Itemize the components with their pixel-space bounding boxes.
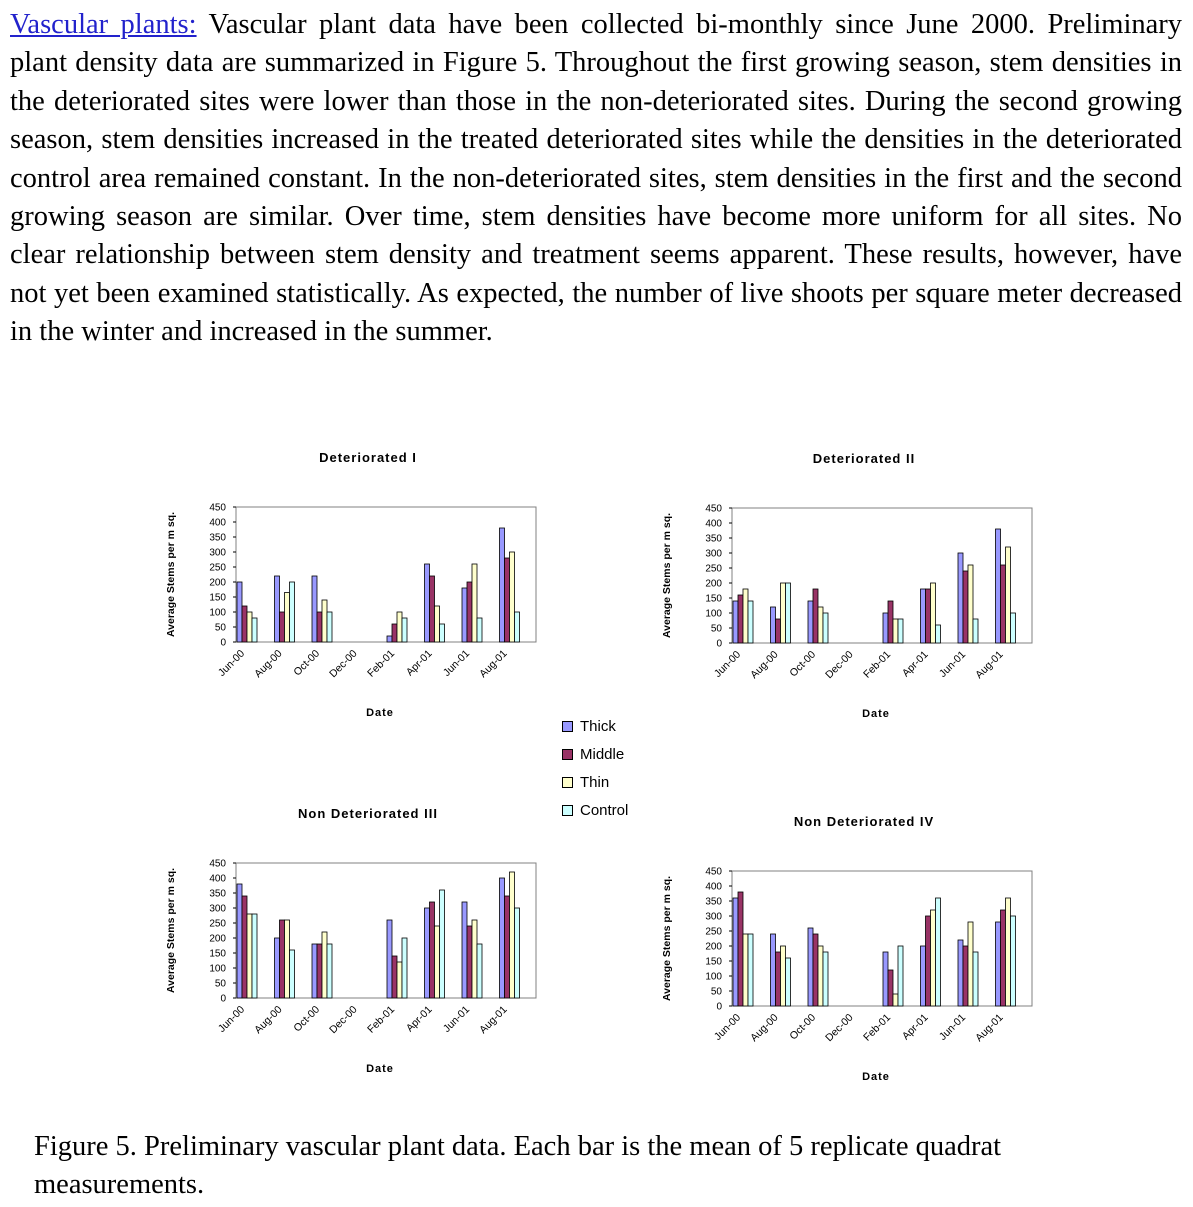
bar-control [786, 583, 791, 643]
bar-control [786, 958, 791, 1006]
bar-thin [397, 612, 402, 642]
section-link[interactable]: Vascular plants: [10, 9, 197, 40]
y-tick-label: 0 [220, 993, 226, 1005]
bar-thick [462, 588, 467, 642]
bar-thick [237, 884, 242, 998]
bar-middle [888, 970, 893, 1006]
y-tick-label: 200 [705, 941, 722, 953]
y-tick-label: 400 [705, 881, 722, 893]
bar-control [327, 944, 332, 998]
bar-thin [472, 564, 477, 642]
y-tick-label: 0 [220, 637, 226, 649]
bar-thick [312, 944, 317, 998]
bar-middle [505, 896, 510, 998]
bar-middle [242, 896, 247, 998]
bar-thin [1006, 898, 1011, 1006]
bar-thick [275, 576, 280, 642]
bar-middle [776, 952, 781, 1006]
y-tick-label: 250 [705, 563, 722, 575]
bar-control [898, 946, 903, 1006]
y-tick-label: 200 [209, 933, 226, 945]
bar-control [973, 619, 978, 643]
bar-thin [968, 565, 973, 643]
x-axis-label: Date [366, 707, 394, 719]
bar-control [515, 908, 520, 998]
x-tick-label: Aug-01 [973, 648, 1006, 682]
bar-thin [931, 583, 936, 643]
bar-control [748, 601, 753, 643]
chart-title: Non Deteriorated IV [793, 814, 935, 829]
bar-control [898, 619, 903, 643]
bar-thick [883, 952, 888, 1006]
x-tick-label: Apr-01 [403, 1003, 435, 1035]
y-tick-label: 250 [209, 562, 226, 574]
bar-thin [322, 600, 327, 642]
chart-legend [562, 712, 672, 824]
y-tick-label: 400 [705, 518, 722, 530]
bar-thick [958, 940, 963, 1006]
bar-thin [247, 612, 252, 642]
bar-control [748, 934, 753, 1006]
x-tick-label: Dec-00 [327, 647, 360, 681]
legend-label: Thick [580, 717, 616, 735]
bar-middle [505, 558, 510, 642]
paragraph-body: Vascular plant data have been collected bi-monthly since June 2000. Preliminary plant density data are summarized in Figure 5. Throughout the first growing season, stem densities in the deteriorated sites were lower than those in the non-deteriorated sites. During the second growing season, stem densities increased in the treated deteriorated sites while the densities in the deteriorated control area remained constant. In the non-deteriorated sites, stem densities in the first and the second growing season are similar. Over time, stem densities have become more uniform for all sites. No clear relationship between stem density and treatment seems apparent. These results, however, have not yet been examined statistically. As expected, the number of live shoots per square meter decreased in the winter and increased in the summer. [10, 9, 1183, 348]
y-tick-label: 250 [209, 918, 226, 930]
legend-item [562, 768, 672, 796]
bar-control [823, 952, 828, 1006]
x-tick-label: Apr-01 [899, 1011, 931, 1043]
bar-control [1011, 916, 1016, 1006]
legend-label: Middle [580, 745, 625, 763]
y-tick-label: 100 [705, 971, 722, 983]
bar-middle [317, 612, 322, 642]
bar-control [290, 582, 295, 642]
y-tick-label: 150 [705, 956, 722, 968]
bar-middle [467, 926, 472, 998]
x-tick-label: Aug-00 [748, 1011, 781, 1045]
x-tick-label: Jun-00 [711, 1011, 744, 1043]
bar-middle [430, 576, 435, 642]
x-tick-label: Aug-01 [973, 1011, 1006, 1045]
bar-middle [963, 571, 968, 643]
bar-thin [818, 607, 823, 643]
bar-thin [285, 920, 290, 998]
x-tick-label: Aug-00 [252, 1003, 285, 1037]
bar-thick [733, 601, 738, 643]
y-axis-label: Average Stems per m sq. [165, 511, 177, 638]
bar-thick [733, 898, 738, 1006]
bar-thin [472, 920, 477, 998]
y-tick-label: 0 [716, 638, 722, 650]
bar-thick [883, 613, 888, 643]
bar-middle [317, 944, 322, 998]
y-tick-label: 350 [705, 533, 722, 545]
x-tick-label: Oct-00 [787, 648, 819, 680]
bar-middle [813, 934, 818, 1006]
bar-thick [958, 553, 963, 643]
x-tick-label: Jun-01 [936, 648, 969, 680]
x-tick-label: Oct-00 [787, 1011, 819, 1043]
bar-thick [387, 636, 392, 642]
bar-thin [285, 593, 290, 643]
bar-middle [280, 612, 285, 642]
x-tick-label: Feb-01 [861, 648, 894, 681]
legend-item [562, 712, 672, 740]
bar-thin [322, 932, 327, 998]
x-axis-label: Date [366, 1063, 394, 1075]
bar-thick [312, 576, 317, 642]
x-tick-label: Jun-01 [936, 1011, 969, 1043]
bar-middle [1001, 565, 1006, 643]
x-tick-label: Oct-00 [291, 1003, 323, 1035]
legend-swatch-thick [562, 721, 573, 732]
legend-swatch-middle [562, 749, 573, 760]
y-tick-label: 0 [716, 1001, 722, 1013]
bar-thick [462, 902, 467, 998]
bar-thin [893, 619, 898, 643]
y-tick-label: 50 [710, 986, 722, 998]
bar-thick [921, 589, 926, 643]
bar-control [402, 938, 407, 998]
bar-thin [435, 926, 440, 998]
x-tick-label: Dec-00 [823, 1011, 856, 1045]
bar-control [402, 618, 407, 642]
y-tick-label: 250 [705, 926, 722, 938]
bar-middle [926, 916, 931, 1006]
y-tick-label: 350 [209, 532, 226, 544]
bar-thin [781, 946, 786, 1006]
y-tick-label: 50 [214, 622, 226, 634]
y-tick-label: 450 [209, 502, 226, 514]
bar-middle [392, 624, 397, 642]
x-tick-label: Jun-00 [711, 648, 744, 680]
bar-thick [771, 607, 776, 643]
x-tick-label: Aug-01 [477, 647, 510, 681]
bar-control [440, 624, 445, 642]
y-axis-label: Average Stems per m sq. [165, 867, 177, 994]
bar-thick [996, 529, 1001, 643]
legend-item [562, 740, 672, 768]
bar-middle [963, 946, 968, 1006]
bar-thick [921, 946, 926, 1006]
legend-label: Thin [580, 773, 610, 791]
bar-control [936, 625, 941, 643]
chart-title: Deteriorated I [319, 450, 417, 465]
y-tick-label: 450 [209, 858, 226, 870]
bar-middle [430, 902, 435, 998]
x-tick-label: Aug-01 [477, 1003, 510, 1037]
bar-thin [781, 583, 786, 643]
y-tick-label: 150 [209, 592, 226, 604]
x-axis-label: Date [862, 1071, 890, 1083]
chart-non-deteriorated-iii [160, 796, 560, 1086]
bar-thin [435, 606, 440, 642]
y-tick-label: 300 [705, 911, 722, 923]
bar-middle [888, 601, 893, 643]
x-tick-label: Apr-01 [403, 647, 435, 679]
bar-thin [1006, 547, 1011, 643]
x-tick-label: Oct-00 [291, 647, 323, 679]
y-axis-label: Average Stems per m sq. [661, 512, 673, 639]
bar-control [252, 914, 257, 998]
bar-thin [510, 552, 515, 642]
x-tick-label: Feb-01 [365, 647, 398, 680]
y-tick-label: 300 [209, 547, 226, 559]
y-tick-label: 350 [705, 896, 722, 908]
bar-control [477, 944, 482, 998]
bar-control [936, 898, 941, 1006]
x-tick-label: Dec-00 [823, 648, 856, 682]
bar-control [327, 612, 332, 642]
bar-thick [425, 564, 430, 642]
bar-middle [738, 892, 743, 1006]
bar-thin [968, 922, 973, 1006]
y-tick-label: 300 [209, 903, 226, 915]
y-tick-label: 400 [209, 517, 226, 529]
chart-title: Non Deteriorated III [298, 806, 438, 821]
legend-swatch-thin [562, 777, 573, 788]
bar-control [973, 952, 978, 1006]
x-tick-label: Dec-00 [327, 1003, 360, 1037]
legend-item [562, 796, 672, 824]
bar-control [252, 618, 257, 642]
x-tick-label: Jun-00 [215, 647, 248, 679]
y-axis-label: Average Stems per m sq. [661, 875, 673, 1002]
bar-thick [771, 934, 776, 1006]
bar-thin [247, 914, 252, 998]
bar-middle [392, 956, 397, 998]
bar-middle [280, 920, 285, 998]
y-tick-label: 50 [214, 978, 226, 990]
bar-middle [467, 582, 472, 642]
bar-thin [931, 910, 936, 1006]
bar-control [477, 618, 482, 642]
x-tick-label: Apr-01 [899, 648, 931, 680]
bar-thick [425, 908, 430, 998]
x-tick-label: Jun-01 [440, 647, 473, 679]
bar-thick [237, 582, 242, 642]
y-tick-label: 400 [209, 873, 226, 885]
bar-control [440, 890, 445, 998]
x-tick-label: Jun-00 [215, 1003, 248, 1035]
x-tick-label: Feb-01 [365, 1003, 398, 1036]
bar-thick [387, 920, 392, 998]
y-tick-label: 300 [705, 548, 722, 560]
y-tick-label: 100 [209, 607, 226, 619]
bar-thin [397, 962, 402, 998]
bar-control [515, 612, 520, 642]
y-tick-label: 450 [705, 503, 722, 515]
y-tick-label: 150 [705, 593, 722, 605]
bar-middle [242, 606, 247, 642]
bar-thick [500, 878, 505, 998]
bar-control [290, 950, 295, 998]
bar-control [823, 613, 828, 643]
bar-thin [510, 872, 515, 998]
chart-deteriorated-ii [656, 441, 1056, 731]
chart-deteriorated-i [160, 440, 560, 730]
bar-thin [893, 994, 898, 1006]
y-tick-label: 100 [209, 963, 226, 975]
chart-non-deteriorated-iv [656, 804, 1056, 1094]
bar-thin [743, 589, 748, 643]
figure-caption: Figure 5. Preliminary vascular plant data. Each bar is the mean of 5 replicate quadrat measurements. [34, 1131, 1002, 1200]
y-tick-label: 200 [705, 578, 722, 590]
bar-thick [500, 528, 505, 642]
bar-thin [743, 934, 748, 1006]
y-tick-label: 100 [705, 608, 722, 620]
x-tick-label: Aug-00 [748, 648, 781, 682]
legend-swatch-control [562, 805, 573, 816]
x-tick-label: Jun-01 [440, 1003, 473, 1035]
y-tick-label: 150 [209, 948, 226, 960]
y-tick-label: 350 [209, 888, 226, 900]
x-tick-label: Feb-01 [861, 1011, 894, 1044]
bar-thick [808, 601, 813, 643]
bar-middle [776, 619, 781, 643]
bar-middle [926, 589, 931, 643]
bar-thick [996, 922, 1001, 1006]
bar-thin [818, 946, 823, 1006]
y-tick-label: 50 [710, 623, 722, 635]
y-tick-label: 200 [209, 577, 226, 589]
intro-paragraph [10, 6, 1182, 352]
bar-middle [738, 595, 743, 643]
bar-control [1011, 613, 1016, 643]
bar-thick [808, 928, 813, 1006]
chart-title: Deteriorated II [812, 451, 916, 466]
bar-middle [813, 589, 818, 643]
bar-thick [275, 938, 280, 998]
x-axis-label: Date [862, 708, 890, 720]
x-tick-label: Aug-00 [252, 647, 285, 681]
bar-middle [1001, 910, 1006, 1006]
legend-label: Control [580, 801, 629, 819]
y-tick-label: 450 [705, 866, 722, 878]
